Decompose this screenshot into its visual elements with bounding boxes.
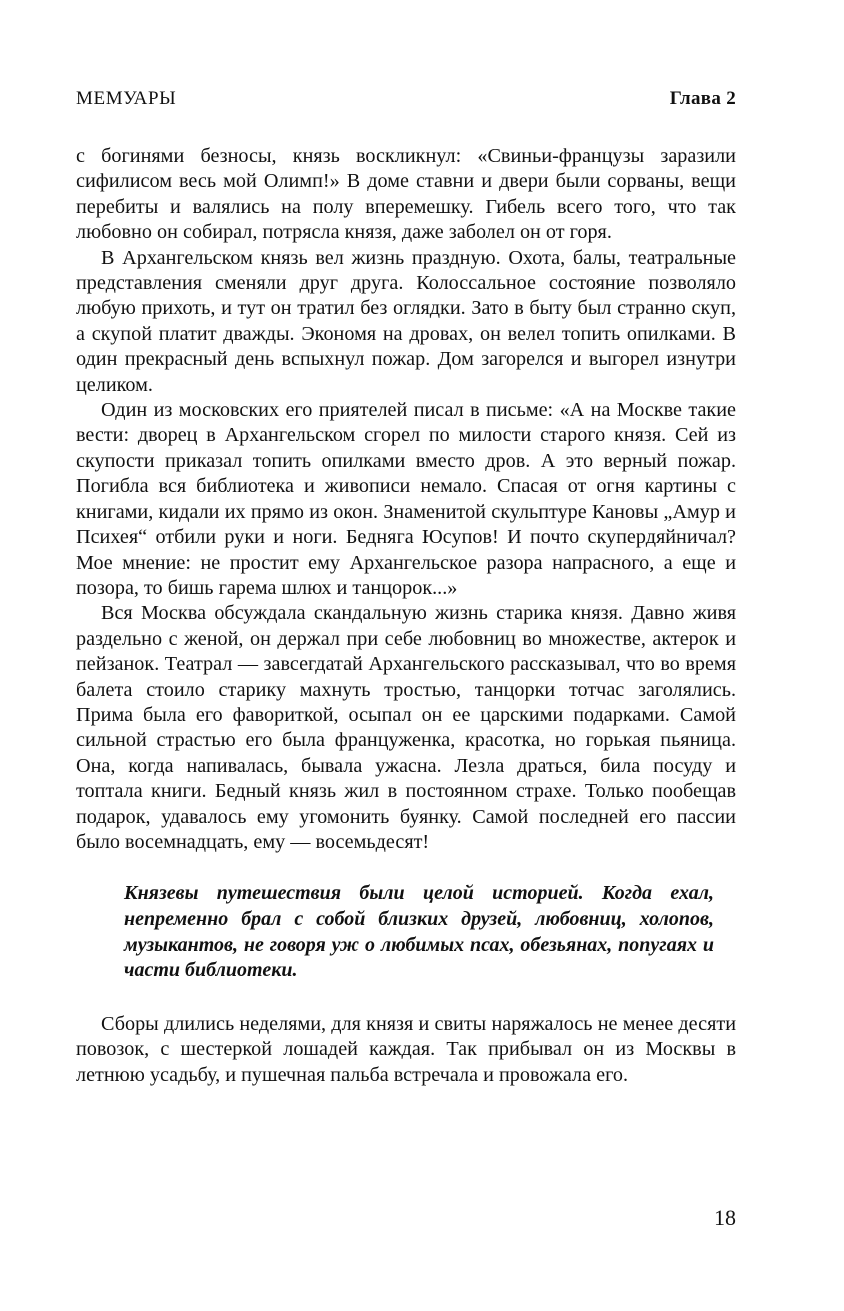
book-section-title: МЕМУАРЫ xyxy=(76,88,177,109)
paragraph: В Архангельском князь вел жизнь праздную. Охота, балы, театральные представления сменяли друг друга. Колоссальное состояние позволяло любую прихоть, и тут он тратил без оглядки. Зато в быту был странно скуп, а скупой платит дважды. Экономя на дровах, он велел топить опилками. В один прекрасный день вспыхнул пожар. Дом загорелся и выгорел изнутри целиком. xyxy=(76,246,736,396)
paragraph: Один из московских его приятелей писал в письме: «А на Москве такие вести: дворец в Архангельском сгорел по милости старого князя. Сей из скупости приказал топить опилками вместо дров. А это верный пожар. Погибла вся библиотека и живописи немало. Спасая от огня картины с книгами, кидали их прямо из окон. Знаменитой скульптуре Кановы „Амур и Психея“ отбили руки и ноги. Бедняга Юсупов! И почто скупердяйничал? Мое мнение: не простит ему Архангельское разора напрасного, а еще и позора, то бишь гарема шлюх и танцорок...» xyxy=(76,399,736,599)
paragraph: Сборы длились неделями, для князя и свиты наряжалось не менее десяти повозок, с шестеркой лошадей каждая. Так прибывал он из Москвы в летнюю усадьбу, и пушечная пальба встречала и провожала его. xyxy=(76,1012,736,1086)
pull-quote: Князевы путешествия были целой историей. Когда ехал, непременно брал с собой близких друзей, любовниц, холопов, музыкантов, не говоря уж о любимых псах, обезьянах, попугаях и части библиотеки. xyxy=(124,882,714,982)
main-text xyxy=(76,144,736,855)
page-number: 18 xyxy=(714,1205,736,1230)
running-header xyxy=(76,88,736,114)
closing-text xyxy=(76,1012,736,1088)
chapter-label: Глава 2 xyxy=(669,88,736,109)
book-page xyxy=(76,88,736,1088)
paragraph-continued: с богинями безносы, князь воскликнул: «Свиньи-французы заразили сифилисом весь мой Олимп!» В доме ставни и двери были сорваны, вещи перебиты и валялись на полу вперемешку. Гибель всего того, что так любовно он собирал, потрясла князя, даже заболел он от горя. xyxy=(76,145,736,244)
paragraph: Вся Москва обсуждала скандальную жизнь старика князя. Давно живя раздельно с женой, он держал при себе любовниц во множестве, актерок и пейзанок. Театрал — завсегдатай Архангельского рассказывал, что во время балета стоило старику махнуть тростью, танцорки тотчас заголялись. Прима была его фавориткой, осыпал он ее царскими подарками. Самой сильной страстью его была француженка, красотка, но горькая пьяница. Она, когда напивалась, бывала ужасна. Лезла драться, била посуду и топтала книги. Бедный князь жил в постоянном страхе. Только пообещав подарок, удавалось ему угомонить буянку. Самой последней его пассии было восемнадцать, ему — восемьдесят! xyxy=(76,602,736,853)
